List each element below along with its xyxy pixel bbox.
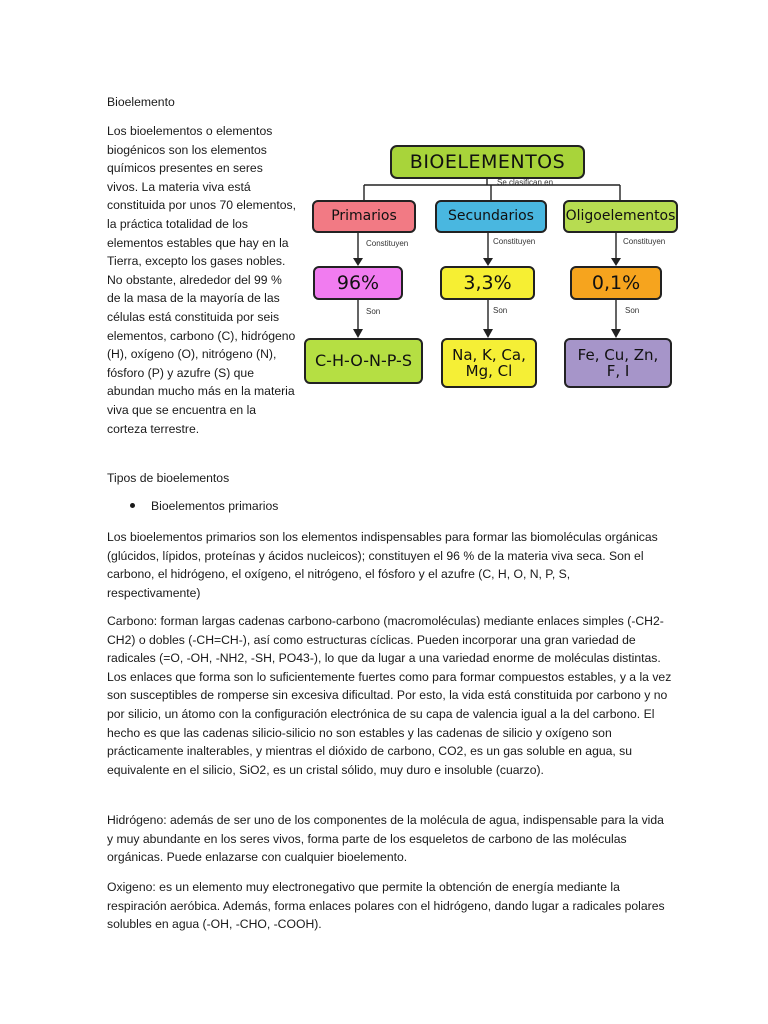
- percent-secundarios-box: 3,3%: [440, 266, 535, 300]
- secundarios-box: Secundarios: [435, 200, 547, 233]
- son-label-3: Son: [625, 306, 640, 315]
- primarios-paragraph: Los bioelementos primarios son los elementos indispensables para formar las biomoléculas orgánicas (glúcidos, lípidos, proteínas y ácidos nucleicos); constituyen el 96 % de la materia viva seca. Son el carbono, el hidrógeno, el oxígeno, el nitrógeno, el fósforo y el azufre (C, H, O, N, P, S, respectivamente): [107, 530, 658, 600]
- elements-oligoelementos-box: [564, 338, 672, 388]
- intro-paragraph: Los bioelementos o elementos biogénicos son los elementos químicos presentes en seres vivos. La materia viva está constituida por unos 70 elementos, la práctica totalidad de los elementos estables que hay en la Tierra, excepto los gases nobles. No obstante, alrededor del 99 % de la masa de la mayoría de las células está constituida por seis elementos, carbono (C), hidrógeno (H), oxígeno (O), nitrógeno (N), fósforo (P) y azufre (S) que abundan mucho más en la materia viva que se encuentra en la corteza terrestre.: [107, 124, 297, 436]
- percent-primarios-box: 96%: [313, 266, 403, 300]
- diagram-title-box: BIOELEMENTOS: [390, 145, 585, 179]
- elements-oligoelementos-line2: F, I: [606, 362, 630, 380]
- carbono-paragraph: Carbono: forman largas cadenas carbono-carbono (macromoléculas) mediante enlaces simples (-CH2-CH2) o dobles (-CH=CH-), así como estructuras cíclicas. Pueden incorporar una gran variedad de radicales (=O, -OH, -NH2, -SH, PO43-), lo que da lugar a una variedad enorme de moléculas distintas. Los enlaces que forma son lo suficientemente fuertes como para formar compuestos estables, y a la vez son susceptibles de romperse sin excesiva dificultad. Por esto, la vida está constituida por carbono y no por silicio, un átomo con la configuración electrónica de su capa de valencia igual a la del carbono. El hecho es que las cadenas silicio-silicio no son estables y las cadenas de silicio y oxígeno son prácticamente inalterables, y mientras el dióxido de carbono, CO2, es un gas soluble en agua, su equivalente en el silicio, SiO2, es un cristal sólido, muy duro e insoluble (cuarzo).: [107, 614, 672, 777]
- son-label-2: Son: [493, 306, 508, 315]
- elements-secundarios-line1: Na, K, Ca,: [452, 345, 526, 364]
- oligoelementos-box: Oligoelementos: [563, 200, 678, 233]
- hidrogeno-paragraph: Hidrógeno: además de ser uno de los componentes de la molécula de agua, indispensable para la vida y muy abundante en los seres vivos, forma parte de los esqueletos de carbono de las moléculas orgánicas. Puede enlazarse con cualquier bioelemento.: [107, 813, 664, 865]
- bioelementos-diagram: [300, 135, 700, 400]
- elements-primarios-box: C-H-O-N-P-S: [304, 338, 423, 384]
- constituyen-label-1: Constituyen: [366, 239, 409, 248]
- bullet-label: Bioelementos primarios: [151, 499, 279, 513]
- bullet-icon: [130, 503, 135, 508]
- constituyen-label-3: Constituyen: [623, 237, 666, 246]
- elements-secundarios-box: [441, 338, 537, 388]
- son-label-1: Son: [366, 307, 381, 316]
- primarios-box: Primarios: [312, 200, 416, 233]
- classify-label: Se clasifican en: [497, 178, 554, 187]
- bullet-item: [130, 497, 430, 516]
- tipos-heading: Tipos de bioelementos: [107, 471, 230, 485]
- constituyen-label-2: Constituyen: [493, 237, 536, 246]
- elements-secundarios-line2: Mg, Cl: [465, 362, 513, 380]
- oxigeno-paragraph: Oxigeno: es un elemento muy electronegativo que permite la obtención de energía mediante la respiración aeróbica. Además, forma enlaces polares con el hidrógeno, dando lugar a radicales polares solubles en agua (-OH, -CHO, -COOH).: [107, 880, 665, 932]
- document-heading: Bioelemento: [107, 95, 175, 109]
- elements-oligoelementos-line1: Fe, Cu, Zn,: [577, 345, 659, 364]
- percent-oligoelementos-box: 0,1%: [570, 266, 662, 300]
